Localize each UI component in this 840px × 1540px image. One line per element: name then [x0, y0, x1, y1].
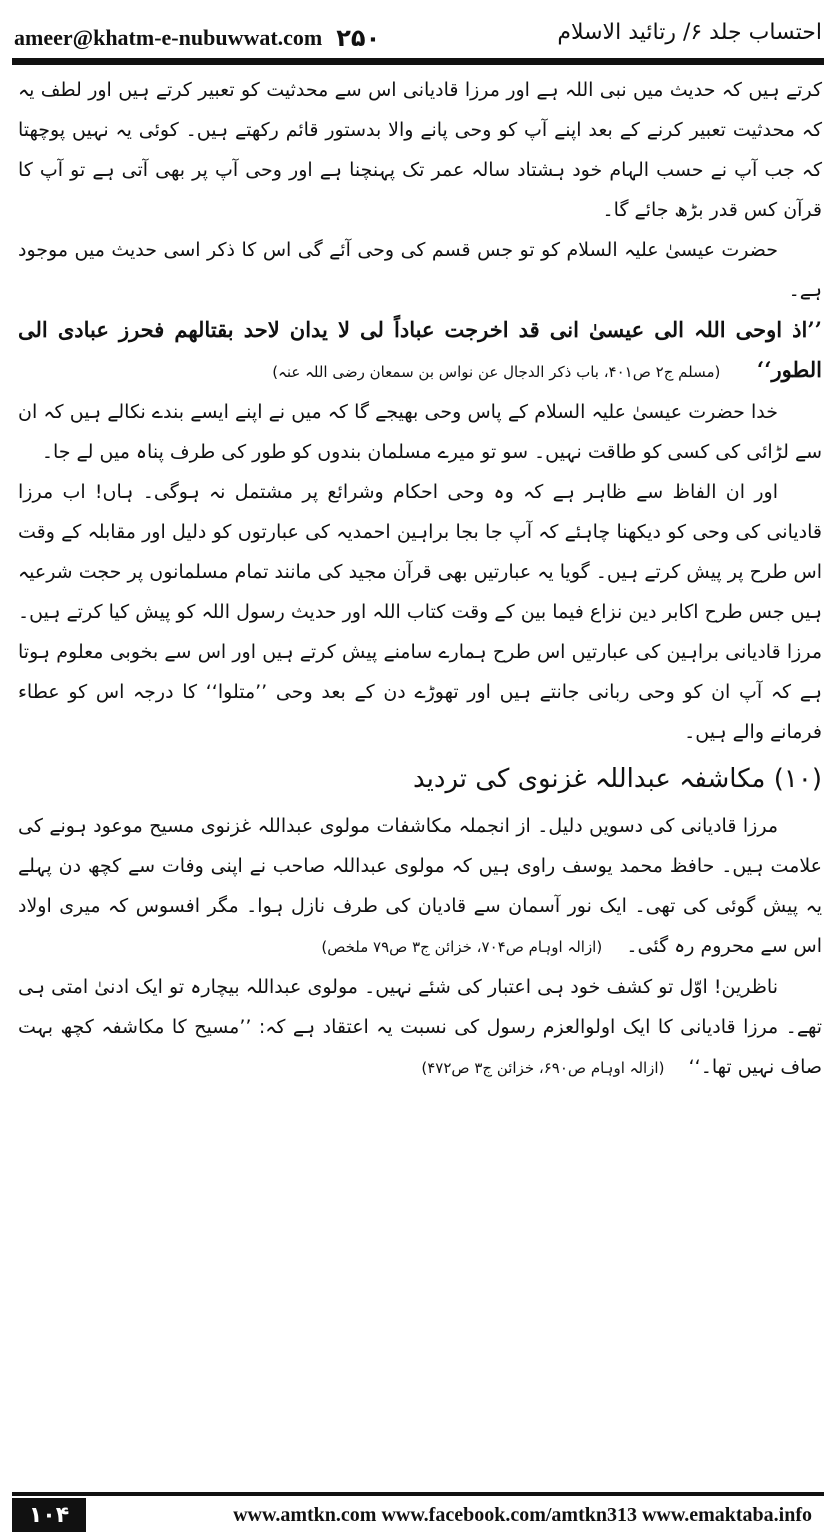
- paragraph-6-text: ناظرین! اوّل تو کشف خود ہی اعتبار کی شئے نہیں۔ مولوی عبداللہ بیچارہ تو ایک ادنیٰ امتی ہی تھے۔ مرزا قادیانی کا ایک اولوالعزم رسول کی نسبت یہ اعتقاد ہے کہ: ’’مسیح کا مکاشفہ کچھ بہت صاف نہیں تھا۔‘‘: [18, 976, 822, 1078]
- paragraph-3: خدا حضرت عیسیٰ علیہ السلام کے پاس وحی بھیجے گا کہ میں نے اپنے ایسے بندے نکالے ہیں کہ ان سے لڑائی کی کسی کو طاقت نہیں۔ سو تو میرے مسلمان بندوں کو طور کی طرف پناہ میں لے جا۔: [18, 401, 822, 463]
- reference-2: (ازالہ اوہام ص۷۰۴، خزائن ج۳ ص۷۹ ملخص): [321, 938, 603, 956]
- footer-rule: [12, 1492, 824, 1496]
- header-left: [14, 24, 380, 52]
- header-page-number: ۲۵۰: [336, 24, 381, 52]
- arabic-quote-text: ’’اذ اوحی اللہ الی عیسیٰ انی قد اخرجت عباداً لی لا یدان لاحد بقتالھم فحرز عبادی الی الطور‘‘: [18, 317, 822, 382]
- header-email[interactable]: ameer@khatm-e-nubuwwat.com: [14, 25, 323, 50]
- paragraph-5: [18, 806, 822, 967]
- arabic-quote: [18, 310, 822, 392]
- paragraph-4: اور ان الفاظ سے ظاہر ہے کہ وہ وحی احکام وشرائع پر مشتمل نہ ہوگی۔ ہاں! اب مرزا قادیانی کی وحی کو دیکھنا چاہئے کہ آپ جا بجا براہین احمدیہ کی عبارتوں کو دلیل اور مقابلہ کے وقت اس طرح پر پیش کرتے ہیں۔ گویا یہ عبارتیں بھی قرآن مجید کی مانند تمام مسلمانوں پر حجت شرعیہ ہیں جس طرح اکابر دین نزاع فیما بین کے وقت کتاب اللہ اور حدیث رسول اللہ کو پیش کیا کرتے ہیں۔ مرزا قادیانی براہین کی عبارتیں اس طرح ہمارے سامنے پیش کرتے ہیں اور اس سے بخوبی معلوم ہوتا ہے کہ آپ ان کو وحی ربانی جانتے ہیں اور تھوڑے دن کے بعد وحی ’’متلوا‘‘ کا درجہ اس کو عطاء فرمانے والے ہیں۔: [18, 481, 822, 743]
- footer-page-number: ۱۰۴: [12, 1498, 86, 1532]
- paragraph-6: [18, 967, 822, 1088]
- paragraph-1: کرتے ہیں کہ حدیث میں نبی اللہ ہے اور مرزا قادیانی اس سے محدثیت کو تعبیر کرتے ہیں اور لطف یہ کہ محدثیت تعبیر کرنے کے بعد اپنے آپ کو وحی پانے والا بدستور قائم رکھتے ہیں۔ کوئی یہ نہیں پوچھتا کہ جب آپ نے حسب الہام خود ہشتاد سالہ عمر تک پہنچنا ہے اور وحی آپ پر بھی آتی ہے تو آپ کا قرآن کس قدر بڑھ جائے گا۔: [18, 79, 822, 221]
- page-header: [14, 10, 822, 56]
- page-footer: [12, 1498, 822, 1532]
- reference-3: (ازالہ اوہام ص۶۹۰، خزائن ج۳ ص۴۷۲): [421, 1059, 665, 1077]
- footer-links[interactable]: www.amtkn.com www.facebook.com/amtkn313 www.emaktaba.info: [233, 1503, 812, 1526]
- paragraph-2: حضرت عیسیٰ علیہ السلام کو تو جس قسم کی وحی آئے گی اس کا ذکر اسی حدیث میں موجود ہے۔: [18, 239, 822, 301]
- section-heading: (۱۰) مکاشفہ عبداللہ غزنوی کی تردید: [413, 764, 822, 794]
- reference-1: (مسلم ج۲ ص۴۰۱، باب ذکر الدجال عن نواس بن سمعان رضی اللہ عنہ): [272, 363, 721, 381]
- running-title: احتساب جلد ۶/ رتائید الاسلام: [557, 20, 822, 45]
- paragraph-5-text: مرزا قادیانی کی دسویں دلیل۔ از انجملہ مکاشفات مولوی عبداللہ غزنوی مسیح موعود ہونے کی علامت ہیں۔ حافظ محمد یوسف راوی ہیں کہ مولوی عبداللہ صاحب نے اپنی وفات سے کچھ دن پہلے یہ پیش گوئی کی تھی۔ ایک نور آسمان سے قادیان کی طرف نازل ہوا۔ مگر افسوس کہ میری اولاد اس سے محروم رہ گئی۔: [18, 815, 822, 957]
- page-body: [18, 70, 822, 1088]
- header-rule: [12, 58, 824, 65]
